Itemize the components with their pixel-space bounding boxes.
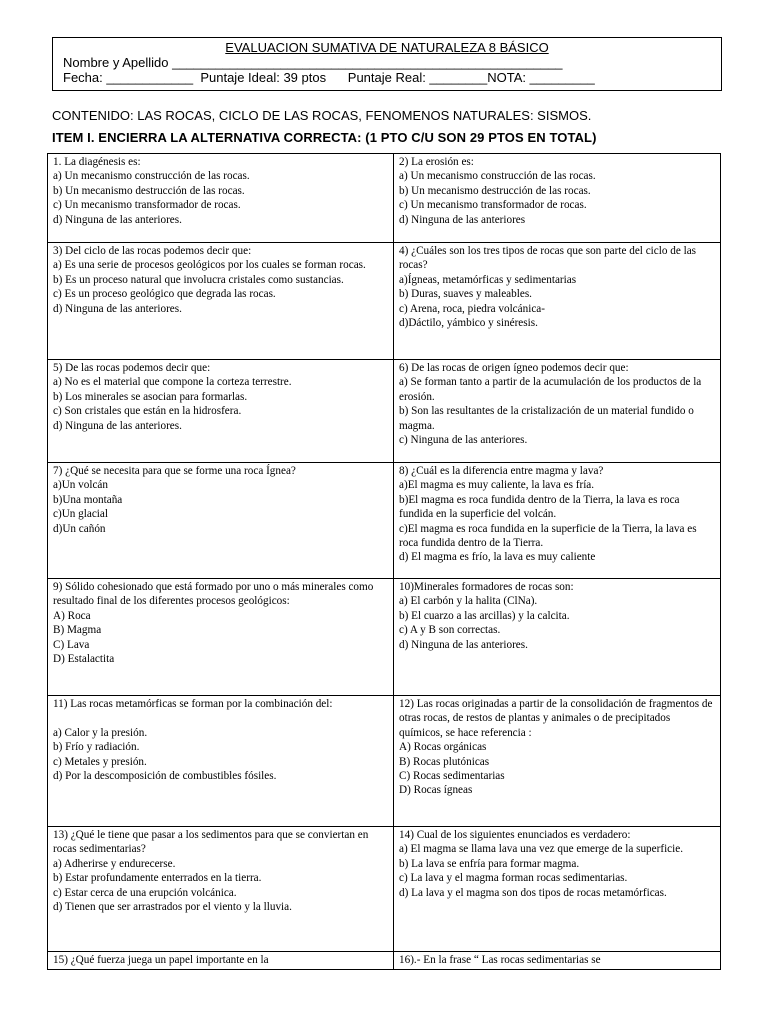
question-stem: 8) ¿Cuál es la diferencia entre magma y lava? (399, 465, 604, 477)
answer-option: A) Rocas orgánicas (399, 741, 487, 754)
question-stem: 9) Sólido cohesionado que está formado por uno o más minerales como resultado final de los diferentes procesos geológicos: (53, 581, 374, 608)
answer-option: a) El magma se llama lava una vez que emerge de la superficie. (399, 843, 684, 856)
answer-option: d) Ninguna de las anteriores. (53, 213, 182, 226)
answer-option: a) Adherirse y endurecerse. (53, 857, 176, 870)
answer-option: b) Los minerales se asocian para formarlas. (53, 390, 248, 403)
answer-option: a) Calor y la presión. (53, 726, 148, 739)
question-cell (394, 827, 721, 952)
answer-option: c)Un glacial (53, 508, 108, 521)
answer-option: d) Por la descomposición de combustibles fósiles. (53, 770, 277, 783)
answer-option: d) Ninguna de las anteriores. (53, 302, 182, 315)
answer-option: C) Lava (53, 638, 90, 651)
answer-option: d)Un cañón (53, 522, 106, 535)
question-stem: 13) ¿Qué le tiene que pasar a los sedimentos para que se conviertan en rocas sedimentarias? (53, 829, 369, 856)
question-row (48, 360, 721, 463)
question-cell (48, 463, 394, 579)
answer-option: A) Roca (53, 609, 91, 622)
question-cell (48, 952, 394, 970)
answer-option: a)Un volcán (53, 479, 108, 492)
answer-option: B) Magma (53, 624, 102, 637)
item-instructions: ITEM I. ENCIERRA LA ALTERNATIVA CORRECTA: (1 PTO C/U SON 29 PTOS EN TOTAL) (52, 130, 597, 145)
answer-option: a) Un mecanismo construcción de las rocas. (399, 170, 596, 183)
question-cell (48, 579, 394, 696)
answer-option: c) Son cristales que están en la hidrosfera. (53, 405, 242, 418)
question-row (48, 579, 721, 696)
answer-option: a) No es el material que compone la corteza terrestre. (53, 376, 292, 389)
answer-option: c) Un mecanismo transformador de rocas. (399, 199, 587, 212)
question-row (48, 243, 721, 360)
question-row (48, 696, 721, 827)
answer-option: B) Rocas plutónicas (399, 755, 490, 768)
answer-option: d) La lava y el magma son dos tipos de rocas metamórficas. (399, 886, 667, 899)
question-cell (394, 243, 721, 360)
answer-option: b) Es un proceso natural que involucra cristales como sustancias. (53, 273, 344, 286)
question-row (48, 463, 721, 579)
question-cell (48, 696, 394, 827)
answer-option: b) Frío y radiación. (53, 741, 140, 754)
question-stem: 16).- En la frase “ Las rocas sedimentarias se (399, 954, 601, 966)
question-cell (394, 579, 721, 696)
exam-header (52, 37, 722, 91)
question-stem: 2) La erosión es: (399, 156, 474, 168)
question-stem: 11) Las rocas metamórficas se forman por la combinación del: (53, 698, 333, 710)
answer-option: d) Ninguna de las anteriores. (399, 638, 528, 651)
question-cell (394, 952, 721, 970)
student-name-line: Nombre y Apellido ______________________________________________________ (63, 55, 563, 70)
answer-option: c) Metales y presión. (53, 755, 147, 768)
answer-option: d) Tienen que ser arrastrados por el viento y la lluvia. (53, 901, 292, 914)
answer-option: b) Estar profundamente enterrados en la tierra. (53, 872, 262, 885)
answer-option: b) Un mecanismo destrucción de las rocas. (53, 184, 245, 197)
answer-option: c)El magma es roca fundida en la superficie de la Tierra, la lava es roca fundida dentro de la Tierra. (399, 522, 697, 550)
answer-option: c) A y B son correctas. (399, 624, 501, 637)
question-cell (394, 154, 721, 243)
answer-option: b) Duras, suaves y maleables. (399, 288, 532, 301)
answer-option: C) Rocas sedimentarias (399, 770, 505, 783)
answer-option: a) Es una serie de procesos geológicos por los cuales se forman rocas. (53, 259, 366, 272)
answer-option: a) Se forman tanto a partir de la acumulación de los productos de la erosión. (399, 376, 702, 403)
question-stem: 14) Cual de los siguientes enunciados es verdadero: (399, 829, 631, 841)
question-stem: 10)Minerales formadores de rocas son: (399, 581, 574, 593)
answer-option: c) La lava y el magma forman rocas sedimentarias. (399, 872, 628, 885)
answer-option: b)Una montaña (53, 493, 123, 506)
question-stem: 12) Las rocas originadas a partir de la consolidación de fragmentos de otras rocas, de restos de plantas y animales o de precipitados químicos, se hace referencia : (399, 698, 713, 739)
answer-option: D) Rocas ígneas (399, 784, 473, 797)
question-cell (48, 154, 394, 243)
answer-option: a) El carbón y la halita (ClNa). (399, 595, 538, 608)
question-stem: 15) ¿Qué fuerza juega un papel importante en la (53, 954, 269, 966)
answer-option: c) Ninguna de las anteriores. (399, 434, 528, 447)
date-score-line: Fecha: ____________ Puntaje Ideal: 39 ptos Puntaje Real: ________NOTA: _________ (63, 70, 595, 85)
question-cell (48, 360, 394, 463)
answer-option: d)Dáctilo, yámbico y sinéresis. (399, 317, 538, 330)
answer-option: b) El cuarzo a las arcillas) y la calcita. (399, 609, 570, 622)
question-row (48, 154, 721, 243)
question-stem: 4) ¿Cuáles son los tres tipos de rocas que son parte del ciclo de las rocas? (399, 245, 697, 272)
answer-option: c) Arena, roca, piedra volcánica- (399, 302, 545, 315)
question-stem: 5) De las rocas podemos decir que: (53, 362, 211, 374)
question-row (48, 827, 721, 952)
answer-option: b) Son las resultantes de la cristalización de un material fundido o magma. (399, 405, 694, 432)
question-cell (394, 696, 721, 827)
question-cell (48, 827, 394, 952)
answer-option: b) Un mecanismo destrucción de las rocas. (399, 184, 591, 197)
answer-option (53, 711, 388, 725)
exam-title: EVALUACION SUMATIVA DE NATURALEZA 8 BÁSICO (225, 40, 549, 55)
answer-option: d) El magma es frío, la lava es muy caliente (399, 551, 596, 564)
answer-option: d) Ninguna de las anteriores (399, 213, 526, 226)
question-cell (48, 243, 394, 360)
answer-option: c) Es un proceso geológico que degrada las rocas. (53, 288, 276, 301)
questions-table (47, 153, 721, 970)
question-stem: 1. La diagénesis es: (53, 156, 141, 168)
answer-option: D) Estalactita (53, 653, 115, 666)
answer-option: a) Un mecanismo construcción de las rocas. (53, 170, 250, 183)
question-stem: 6) De las rocas de origen ígneo podemos decir que: (399, 362, 629, 374)
answer-option: a)El magma es muy caliente, la lava es fría. (399, 479, 595, 492)
answer-option: c) Un mecanismo transformador de rocas. (53, 199, 241, 212)
question-row (48, 952, 721, 970)
answer-option: c) Estar cerca de una erupción volcánica. (53, 886, 237, 899)
answer-option: a)Ígneas, metamórficas y sedimentarias (399, 273, 577, 286)
question-stem: 7) ¿Qué se necesita para que se forme una roca Ígnea? (53, 465, 296, 477)
answer-option: b)El magma es roca fundida dentro de la Tierra, la lava es roca fundida en la superficie del volcán. (399, 493, 680, 521)
question-stem: 3) Del ciclo de las rocas podemos decir que: (53, 245, 252, 257)
answer-option: b) La lava se enfría para formar magma. (399, 857, 580, 870)
question-cell (394, 463, 721, 579)
content-heading: CONTENIDO: LAS ROCAS, CICLO DE LAS ROCAS, FENOMENOS NATURALES: SISMOS. (52, 108, 592, 123)
answer-option: d) Ninguna de las anteriores. (53, 419, 182, 432)
question-cell (394, 360, 721, 463)
